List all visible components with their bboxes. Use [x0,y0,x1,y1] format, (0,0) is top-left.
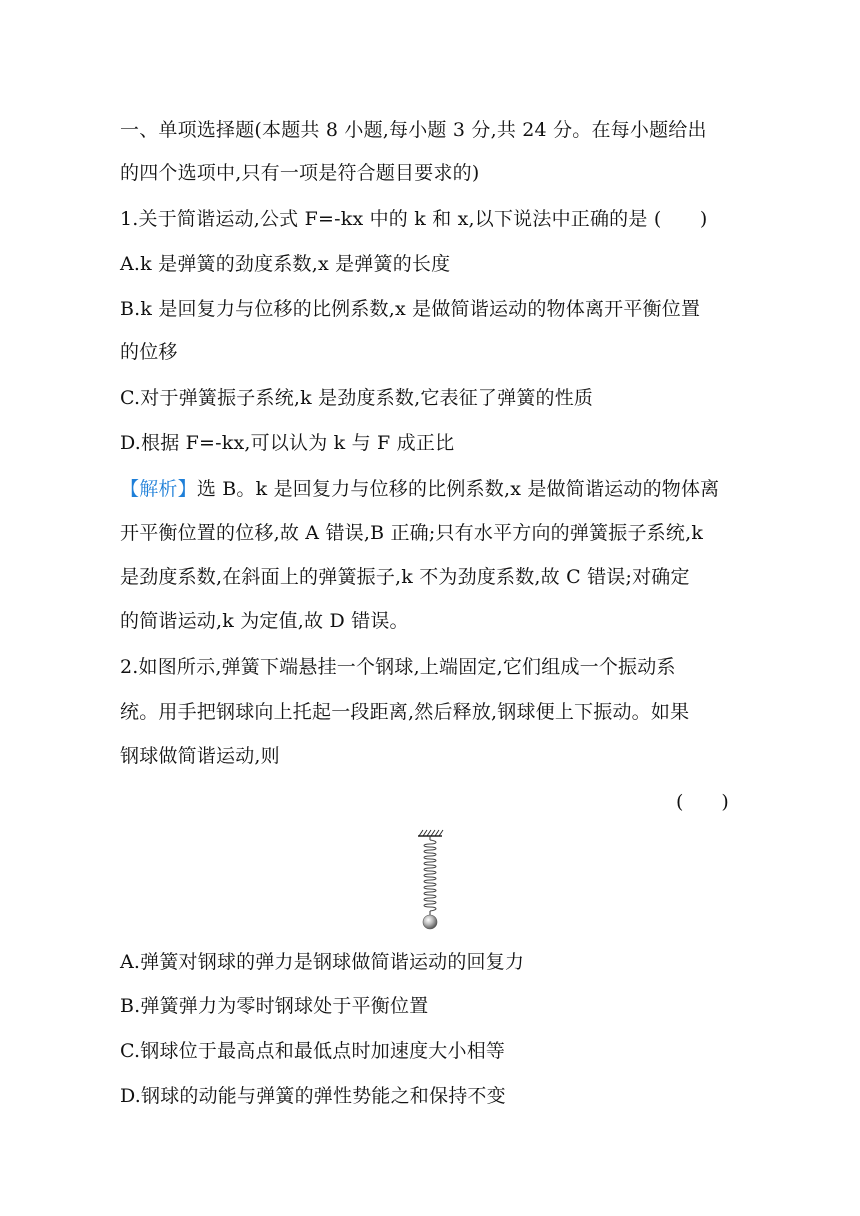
question-2-option-d: D.钢球的动能与弹簧的弹性势能之和保持不变 [120,1085,506,1107]
question-1-option-b-line-1: B.k 是回复力与位移的比例系数,x 是做简谐运动的物体离开平衡位置 [120,298,701,320]
question-1-option-d: D.根据 F=-kx,可以认为 k 与 F 成正比 [120,432,455,454]
section-heading-line-1: 一、单项选择题(本题共 8 小题,每小题 3 分,共 24 分。在每小题给出 [120,119,707,141]
question-1-option-b-line-2: 的位移 [120,341,178,363]
question-1-analysis-line-3: 是劲度系数,在斜面上的弹簧振子,k 不为劲度系数,故 C 错误;对确定 [120,566,690,588]
question-2-answer-paren: ( ) [676,791,729,813]
question-2-stem-line-1: 2.如图所示,弹簧下端悬挂一个钢球,上端固定,它们组成一个振动系 [120,656,676,678]
steel-ball [423,915,437,929]
spring-ball-figure [410,828,450,932]
question-1-stem: 1.关于简谐运动,公式 F=-kx 中的 k 和 x,以下说法中正确的是 ( ) [120,208,708,230]
analysis-text: 选 B。k 是回复力与位移的比例系数,x 是做简谐运动的物体离 [196,478,720,500]
question-1-option-c: C.对于弹簧振子系统,k 是劲度系数,它表征了弹簧的性质 [120,387,594,409]
question-1-analysis-line-4: 的简谐运动,k 为定值,故 D 错误。 [120,610,409,632]
question-1-analysis-line-2: 开平衡位置的位移,故 A 错误,B 正确;只有水平方向的弹簧振子系统,k [120,522,704,544]
question-2-option-a: A.弹簧对钢球的弹力是钢球做简谐运动的回复力 [120,951,525,973]
section-heading-line-2: 的四个选项中,只有一项是符合题目要求的) [120,162,480,184]
question-2-option-b: B.弹簧弹力为零时钢球处于平衡位置 [120,995,429,1017]
question-1-option-a: A.k 是弹簧的劲度系数,x 是弹簧的长度 [120,253,451,275]
spring-coil [424,836,436,915]
question-2-stem-line-3: 钢球做简谐运动,则 [120,745,280,767]
ceiling-support [418,830,443,836]
question-1-analysis-line-1 [120,477,740,501]
question-2-option-c: C.钢球位于最高点和最低点时加速度大小相等 [120,1040,506,1062]
question-2-stem-line-2: 统。用手把钢球向上托起一段距离,然后释放,钢球便上下振动。如果 [120,701,690,723]
spring-ball-diagram [410,828,450,932]
analysis-tag: 【解析】 [120,478,197,500]
